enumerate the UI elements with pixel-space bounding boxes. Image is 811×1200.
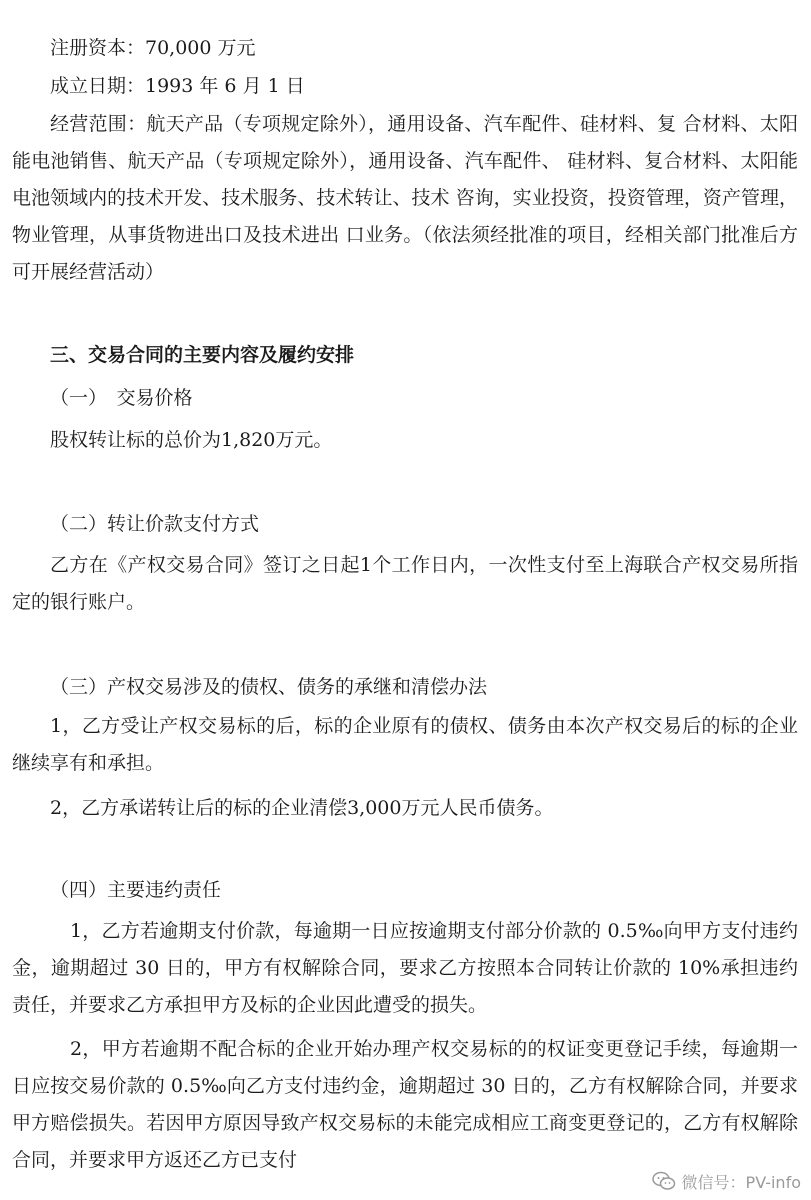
debt-paragraph-2: 2，乙方承诺转让后的标的企业清偿3,000万元人民币债务。 xyxy=(50,797,554,819)
subsection-heading-2: （二）转让价款支付方式 xyxy=(50,513,260,535)
wechat-icon xyxy=(652,1170,676,1192)
establishment-date: 成立日期：1993 年 6 月 1 日 xyxy=(50,75,305,97)
liability-paragraph-1: 1，乙方若逾期支付价款，每逾期一日应按逾期支付部分价款的 0.5‰向甲方支付违约金，逾期超过 30 日的，甲方有权解除合同，要求乙方按照本合同转让价款的 10%承担违约责任，并要求乙方承担甲方及标的企业因此遭受的损失。 xyxy=(12,920,798,1016)
liability-paragraph-2: 2，甲方若逾期不配合标的企业开始办理产权交易标的的权证变更登记手续，每逾期一日应按交易价款的 0.5‰向乙方支付违约金，逾期超过 30 日的，乙方有权解除合同，并要求甲方赔偿损失。若因甲方原因导致产权交易标的未能完成相应工商变更登记的，乙方有权解除合同，并要求甲方返还乙方已支付 xyxy=(12,1038,798,1171)
subsection-heading-3: （三）产权交易涉及的债权、债务的承继和清偿办法 xyxy=(50,676,488,698)
watermark xyxy=(648,1166,805,1196)
price-paragraph: 股权转让标的总价为1,820万元。 xyxy=(50,429,333,451)
section-heading: 三、交易合同的主要内容及履约安排 xyxy=(50,344,355,366)
payment-paragraph: 乙方在《产权交易合同》签订之日起1个工作日内，一次性支付至上海联合产权交易所指定的银行账户。 xyxy=(12,554,798,613)
registered-capital: 注册资本：70,000 万元 xyxy=(50,37,256,59)
debt-paragraph-1: 1，乙方受让产权交易标的后，标的企业原有的债权、债务由本次产权交易后的标的企业继续享有和承担。 xyxy=(12,715,798,774)
subsection-heading-4: （四）主要违约责任 xyxy=(50,879,222,901)
subsection-heading-1: （一） 交易价格 xyxy=(50,387,193,409)
business-scope: 经营范围：航天产品（专项规定除外），通用设备、汽车配件、硅材料、复 合材料、太阳能电池销售、航天产品（专项规定除外），通用设备、汽车配件、 硅材料、复合材料、太阳能电池领域内的技术开发、技术服务、技术转让、技术 咨询，实业投资，投资管理，资产管理，物业管理，从事货物进出口及技术进出 口业务。（依法须经批准的项目，经相关部门批准后方可开展经营活动） xyxy=(12,113,798,283)
watermark-text: 微信号：PV-info xyxy=(681,1172,801,1192)
